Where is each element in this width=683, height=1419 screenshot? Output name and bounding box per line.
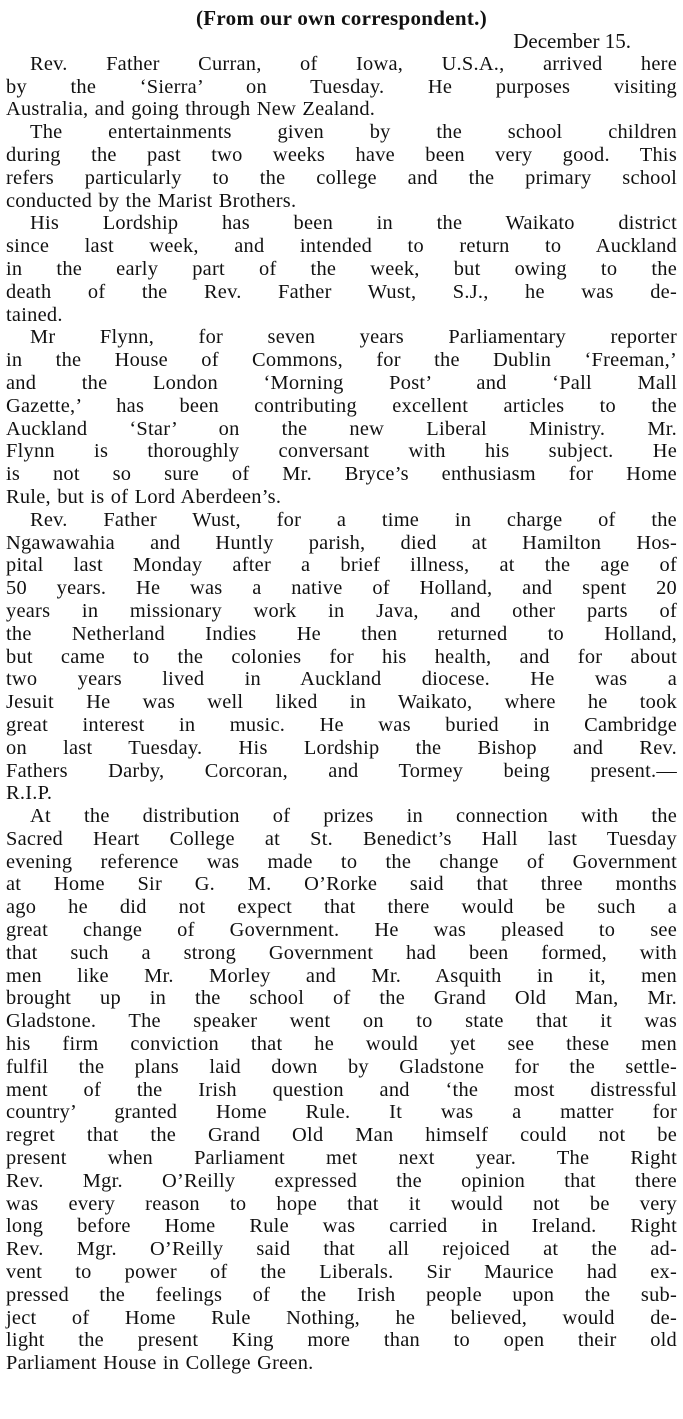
text-line: great change of Government. He was pleased to see — [6, 919, 677, 942]
text-line: two years lived in Auckland diocese. He was a — [6, 668, 677, 691]
text-line: 50 years. He was a native of Holland, and spent 20 — [6, 577, 677, 600]
text-line: Mr Flynn, for seven years Parliamentary reporter — [30, 326, 677, 349]
text-line: men like Mr. Morley and Mr. Asquith in it, men — [6, 964, 677, 987]
article-paragraph — [6, 121, 677, 212]
article-paragraph — [6, 805, 677, 1375]
text-line: light the present King more than to open their old — [6, 1329, 677, 1352]
text-line: Ngawawahia and Huntly parish, died at Hamilton Hos- — [6, 531, 677, 554]
text-line: Sacred Heart College at St. Benedict’s Hall last Tuesday — [6, 827, 677, 850]
article-paragraph — [6, 53, 677, 121]
text-line: that such a strong Government had been formed, with — [6, 941, 677, 964]
text-line: tained. — [6, 303, 63, 326]
text-line: Gladstone. The speaker went on to state that it was — [6, 1010, 677, 1033]
text-line: death of the Rev. Father Wust, S.J., he was de- — [6, 280, 677, 303]
text-line: Rev. Mgr. O’Reilly expressed the opinion that there — [6, 1169, 677, 1192]
text-line: Auckland ‘Star’ on the new Liberal Ministry. Mr. — [6, 417, 677, 440]
text-line: Gazette,’ has been contributing excellent articles to the — [6, 394, 677, 417]
text-line: vent to power of the Liberals. Sir Maurice had ex- — [6, 1261, 677, 1284]
text-line: during the past two weeks have been very good. This — [6, 143, 677, 166]
text-line: but came to the colonies for his health, and for about — [6, 645, 677, 668]
text-line: years in missionary work in Java, and other parts of — [6, 599, 677, 622]
text-line: ago he did not expect that there would be such a — [6, 896, 677, 919]
text-line: Jesuit He was well liked in Waikato, where he took — [6, 691, 677, 714]
text-line: Rev. Father Curran, of Iowa, U.S.A., arrived here — [30, 52, 677, 75]
text-line: great interest in music. He was buried in Cambridge — [6, 713, 677, 736]
text-line: R.I.P. — [6, 782, 53, 805]
article-paragraph — [6, 509, 677, 805]
text-line: in the House of Commons, for the Dublin ‘Freeman,’ — [6, 349, 677, 372]
text-line: ment of the Irish question and ‘the most distressful — [6, 1078, 677, 1101]
text-line: regret that the Grand Old Man himself could not be — [6, 1124, 677, 1147]
text-line: present when Parliament met next year. The Right — [6, 1147, 677, 1170]
dateline: December 15. — [513, 29, 631, 53]
text-line: country’ granted Home Rule. It was a matter for — [6, 1101, 677, 1124]
article-paragraph — [6, 212, 677, 326]
text-line: in the early part of the week, but owing to the — [6, 257, 677, 280]
text-line: The entertainments given by the school children — [30, 121, 677, 144]
text-line: was every reason to hope that it would not be very — [6, 1192, 677, 1215]
text-line: pressed the feelings of the Irish people upon the sub- — [6, 1283, 677, 1306]
text-line: At the distribution of prizes in connection with the — [30, 805, 677, 828]
text-line: fulfil the plans laid down by Gladstone for the settle- — [6, 1055, 677, 1078]
text-line: Australia, and going through New Zealand. — [6, 98, 376, 121]
text-line: by the ‘Sierra’ on Tuesday. He purposes visiting — [6, 75, 677, 98]
column-heading: (From our own correspondent.) — [195, 6, 488, 30]
text-line: and the London ‘Morning Post’ and ‘Pall Mall — [6, 371, 677, 394]
text-line: on last Tuesday. His Lordship the Bishop and Rev. — [6, 736, 677, 759]
text-line: brought up in the school of the Grand Old Man, Mr. — [6, 987, 677, 1010]
text-line: ject of Home Rule Nothing, he believed, would de- — [6, 1306, 677, 1329]
text-line: conducted by the Marist Brothers. — [6, 189, 297, 212]
text-line: long before Home Rule was carried in Ireland. Right — [6, 1215, 677, 1238]
text-line: Rev. Father Wust, for a time in charge of the — [30, 508, 677, 531]
text-line: Parliament House in College Green. — [6, 1352, 314, 1375]
text-line: his firm conviction that he would yet see these men — [6, 1033, 677, 1056]
text-line: His Lordship has been in the Waikato district — [30, 212, 677, 235]
article-paragraph — [6, 326, 677, 508]
text-line: the Netherland Indies He then returned to Holland, — [6, 622, 677, 645]
text-line: Fathers Darby, Corcoran, and Tormey being present.— — [6, 759, 677, 782]
text-line: refers particularly to the college and the primary school — [6, 166, 677, 189]
text-line: Flynn is thoroughly conversant with his subject. He — [6, 440, 677, 463]
text-line: since last week, and intended to return to Auckland — [6, 235, 677, 258]
text-line: Rule, but is of Lord Aberdeen’s. — [6, 485, 282, 508]
text-line: evening reference was made to the change of Government — [6, 850, 677, 873]
text-line: Rev. Mgr. O’Reilly said that all rejoiced at the ad- — [6, 1238, 677, 1261]
text-line: pital last Monday after a brief illness, at the age of — [6, 554, 677, 577]
article-body — [6, 53, 677, 1375]
text-line: is not so sure of Mr. Bryce’s enthusiasm for Home — [6, 463, 677, 486]
text-line: at Home Sir G. M. O’Rorke said that three months — [6, 873, 677, 896]
